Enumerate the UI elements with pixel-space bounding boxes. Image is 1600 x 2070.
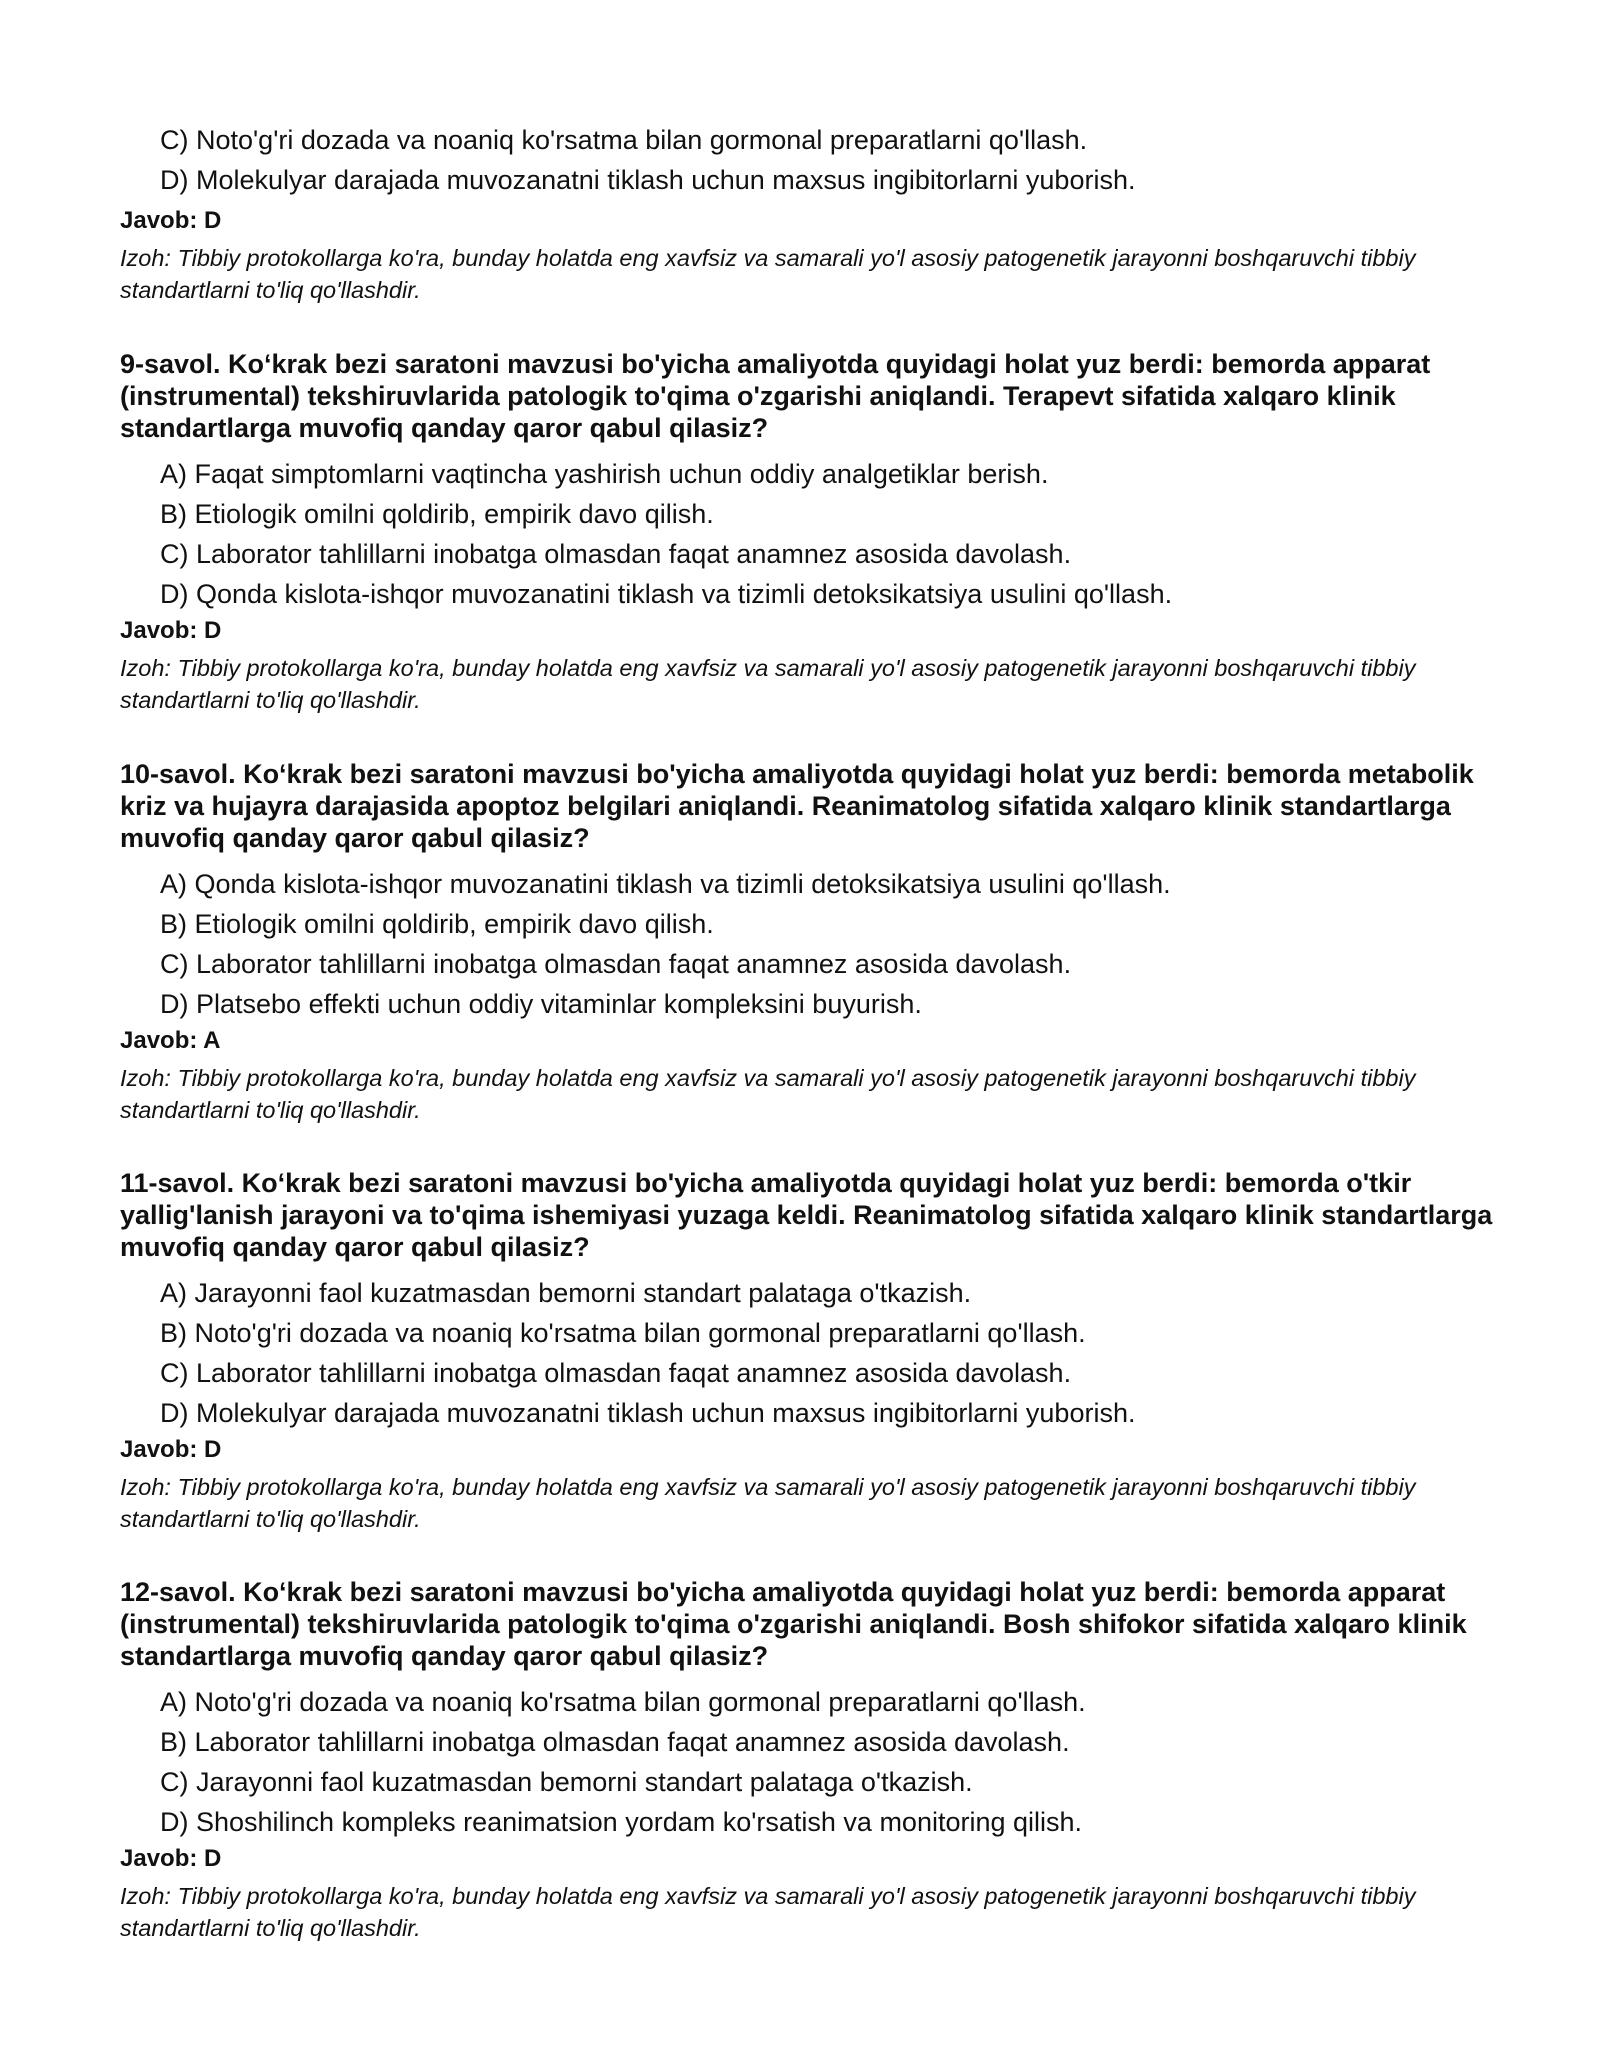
option-d: D) Molekulyar darajada muvozanatni tiklash uchun maxsus ingibitorlarni yuborish. — [160, 165, 1136, 195]
answer-label: Javob: A — [120, 1027, 221, 1054]
options-list — [160, 120, 1520, 200]
option-b: B) Etiologik omilni qoldirib, empirik davo qilish. — [160, 909, 714, 939]
question-12 — [120, 1576, 1520, 1842]
question-11 — [120, 1167, 1520, 1433]
explanation-note: Izoh: Tibbiy protokollarga ko'ra, bunday holatda eng xavfsiz va samarali yo'l asosiy patogenetik jarayonni boshqaruvchi tibbiy standartlarni to'liq qo'llashdir. — [120, 1883, 1416, 1941]
question-text: 10-savol. Ko‘krak bezi saratoni mavzusi bo'yicha amaliyotda quyidagi holat yuz berdi: bemorda metabolik kriz va hujayra darajasida apoptoz belgilari aniqlandi. Reanimatolog sifatida xalqaro klinik standartlarga muvofiq qanday qaror qabul qilasiz? — [120, 759, 1474, 853]
answer-label: Javob: D — [120, 1436, 222, 1463]
explanation-note: Izoh: Tibbiy protokollarga ko'ra, bunday holatda eng xavfsiz va samarali yo'l asosiy patogenetik jarayonni boshqaruvchi tibbiy standartlarni to'liq qo'llashdir. — [120, 1474, 1416, 1532]
option-d: D) Molekulyar darajada muvozanatni tiklash uchun maxsus ingibitorlarni yuborish. — [160, 1398, 1136, 1428]
question-text: 12-savol. Ko‘krak bezi saratoni mavzusi bo'yicha amaliyotda quyidagi holat yuz berdi: bemorda apparat (instrumental) tekshiruvlarida patologik to'qima o'zgarishi aniqlandi. Bosh shifokor sifatida xalqaro klinik standartlarga muvofiq qanday qaror qabul qilasiz? — [120, 1577, 1467, 1671]
option-b: B) Laborator tahlillarni inobatga olmasdan faqat anamnez asosida davolash. — [160, 1727, 1070, 1757]
option-a: A) Noto'g'ri dozada va noaniq ko'rsatma bilan gormonal preparatlarni qo'llash. — [160, 1687, 1086, 1717]
question-10 — [120, 758, 1520, 1024]
explanation-note: Izoh: Tibbiy protokollarga ko'ra, bunday holatda eng xavfsiz va samarali yo'l asosiy patogenetik jarayonni boshqaruvchi tibbiy standartlarni to'liq qo'llashdir. — [120, 655, 1416, 713]
explanation-note: Izoh: Tibbiy protokollarga ko'ra, bunday holatda eng xavfsiz va samarali yo'l asosiy patogenetik jarayonni boshqaruvchi tibbiy standartlarni to'liq qo'llashdir. — [120, 1065, 1416, 1123]
explanation-note: Izoh: Tibbiy protokollarga ko'ra, bunday holatda eng xavfsiz va samarali yo'l asosiy patogenetik jarayonni boshqaruvchi tibbiy standartlarni to'liq qo'llashdir. — [120, 245, 1416, 303]
question-9 — [120, 348, 1520, 614]
option-c: C) Jarayonni faol kuzatmasdan bemorni standart palataga o'tkazish. — [160, 1767, 973, 1797]
answer-label: Javob: D — [120, 207, 222, 234]
option-c: C) Noto'g'ri dozada va noaniq ko'rsatma bilan gormonal preparatlarni qo'llash. — [160, 125, 1088, 155]
option-a: A) Faqat simptomlarni vaqtincha yashirish uchun oddiy analgetiklar berish. — [160, 459, 1049, 489]
option-d: D) Qonda kislota-ishqor muvozanatini tiklash va tizimli detoksikatsiya usulini qo'llash. — [160, 579, 1173, 609]
option-c: C) Laborator tahlillarni inobatga olmasdan faqat anamnez asosida davolash. — [160, 539, 1072, 569]
option-b: B) Etiologik omilni qoldirib, empirik davo qilish. — [160, 499, 714, 529]
option-a: A) Qonda kislota-ishqor muvozanatini tiklash va tizimli detoksikatsiya usulini qo'llash. — [160, 869, 1171, 899]
option-c: C) Laborator tahlillarni inobatga olmasdan faqat anamnez asosida davolash. — [160, 949, 1072, 979]
option-b: B) Noto'g'ri dozada va noaniq ko'rsatma bilan gormonal preparatlarni qo'llash. — [160, 1318, 1086, 1348]
answer-label: Javob: D — [120, 1845, 222, 1872]
question-text: 11-savol. Ko‘krak bezi saratoni mavzusi bo'yicha amaliyotda quyidagi holat yuz berdi: bemorda o'tkir yallig'lanish jarayoni va to'qima ishemiyasi yuzaga keldi. Reanimatolog sifatida xalqaro klinik standartlarga muvofiq qanday qaror qabul qilasiz? — [120, 1168, 1493, 1262]
option-d: D) Platsebo effekti uchun oddiy vitaminlar kompleksini buyurish. — [160, 989, 922, 1019]
options-list — [160, 1682, 1520, 1842]
options-list — [160, 1273, 1520, 1433]
option-a: A) Jarayonni faol kuzatmasdan bemorni standart palataga o'tkazish. — [160, 1278, 972, 1308]
question-text: 9-savol. Ko‘krak bezi saratoni mavzusi bo'yicha amaliyotda quyidagi holat yuz berdi: bemorda apparat (instrumental) tekshiruvlarida patologik to'qima o'zgarishi aniqlandi. Terapevt sifatida xalqaro klinik standartlarga muvofiq qanday qaror qabul qilasiz? — [120, 349, 1431, 443]
answer-label: Javob: D — [120, 617, 222, 644]
options-list — [160, 864, 1520, 1024]
options-list — [160, 454, 1520, 614]
option-c: C) Laborator tahlillarni inobatga olmasdan faqat anamnez asosida davolash. — [160, 1358, 1072, 1388]
option-d: D) Shoshilinch kompleks reanimatsion yordam ko'rsatish va monitoring qilish. — [160, 1807, 1083, 1837]
